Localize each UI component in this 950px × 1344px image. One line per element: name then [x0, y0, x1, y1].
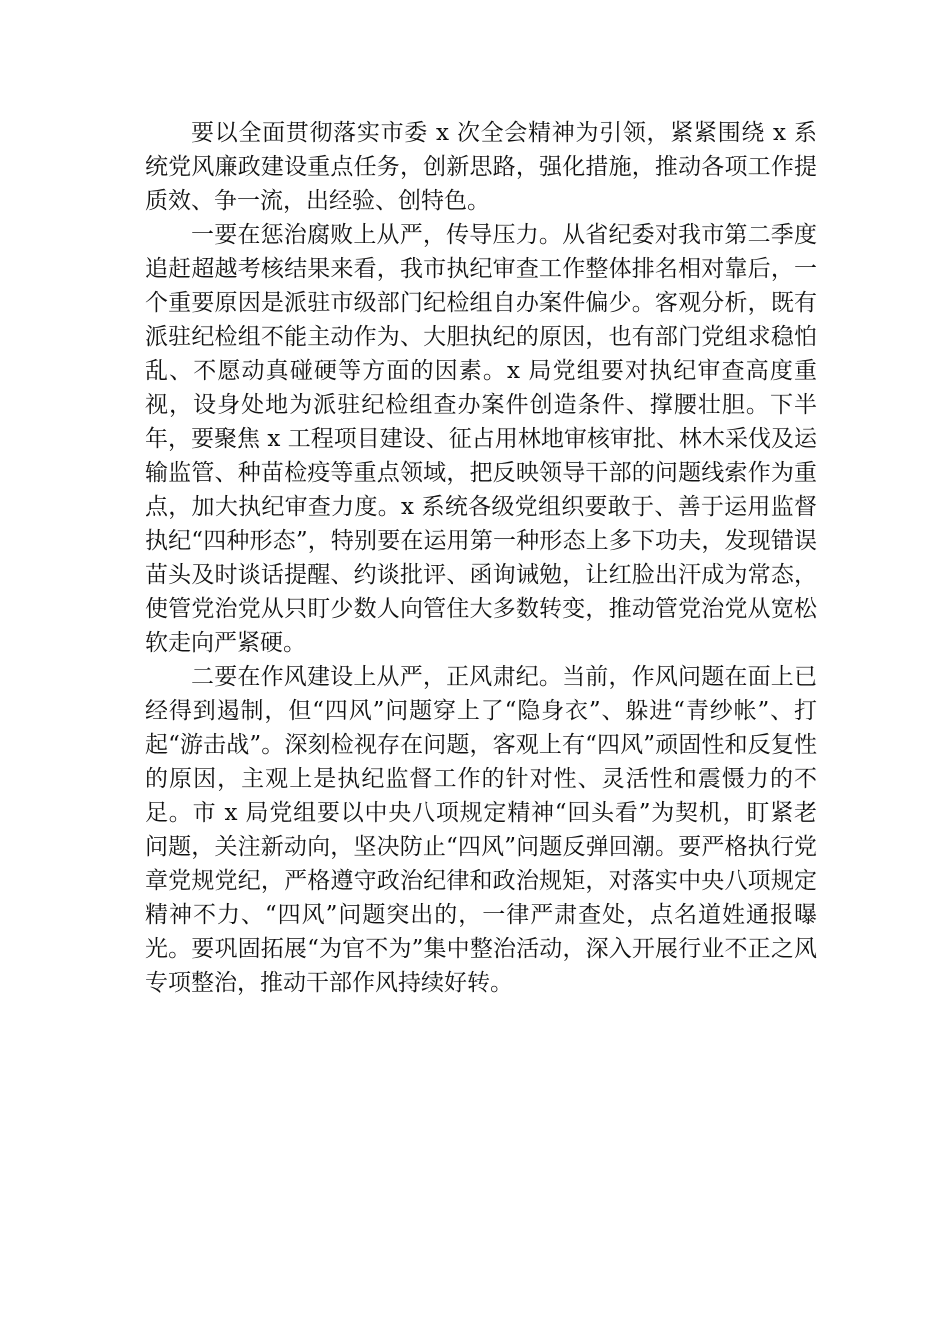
paragraph-work-style: 二要在作风建设上从严，正风肃纪。当前，作风问题在面上已经得到遏制，但“四风”问题穿上了“隐身衣”、躲进“青纱帐”、打起“游击战”。深刻检视存在问题，客观上有“四风”顽固性和反复性的原因，主观上是执纪监督工作的针对性、灵活性和震慑力的不足。市 x 局党组要以中央八项规定精神“回头看”为契机，盯紧老问题，关注新动向，坚决防止“四风”问题反弹回潮。要严格执行党章党规党纪，严格遵守政治纪律和政治规矩，对落实中央八项规定精神不力、“四风”问题突出的，一律严肃查处，点名道姓通报曝光。要巩固拓展“为官不为”集中整治活动，深入开展行业不正之风专项整治，推动干部作风持续好转。	[145, 664, 817, 996]
paragraph-anti-corruption: 一要在惩治腐败上从严，传导压力。从省纪委对我市第二季度追赶超越考核结果来看，我市执纪审查工作整体排名相对靠后，一个重要原因是派驻市级部门纪检组自办案件偏少。客观分析，既有派驻纪检组不能主动作为、大胆执纪的原因，也有部门党组求稳怕乱、不愿动真碰硬等方面的因素。x 局党组要对执纪审查高度重视，设身处地为派驻纪检组查办案件创造条件、撑腰壮胆。下半年，要聚焦 x 工程项目建设、征占用林地审核审批、林木采伐及运输监管、种苗检疫等重点领域，把反映领导干部的问题线索作为重点，加大执纪审查力度。x 系统各级党组织要敢于、善于运用监督执纪“四种形态”，特别要在运用第一种形态上多下功夫，发现错误苗头及时谈话提醒、约谈批评、函询诫勉，让红脸出汗成为常态，使管党治党从只盯少数人向管住大多数转变，推动管党治党从宽松软走向严紧硬。	[145, 222, 817, 656]
paragraph-intro: 要以全面贯彻落实市委 x 次全会精神为引领，紧紧围绕 x 系统党风廉政建设重点任务，创新思路，强化措施，推动各项工作提质效、争一流，出经验、创特色。	[145, 120, 817, 214]
document-body	[145, 116, 817, 1000]
